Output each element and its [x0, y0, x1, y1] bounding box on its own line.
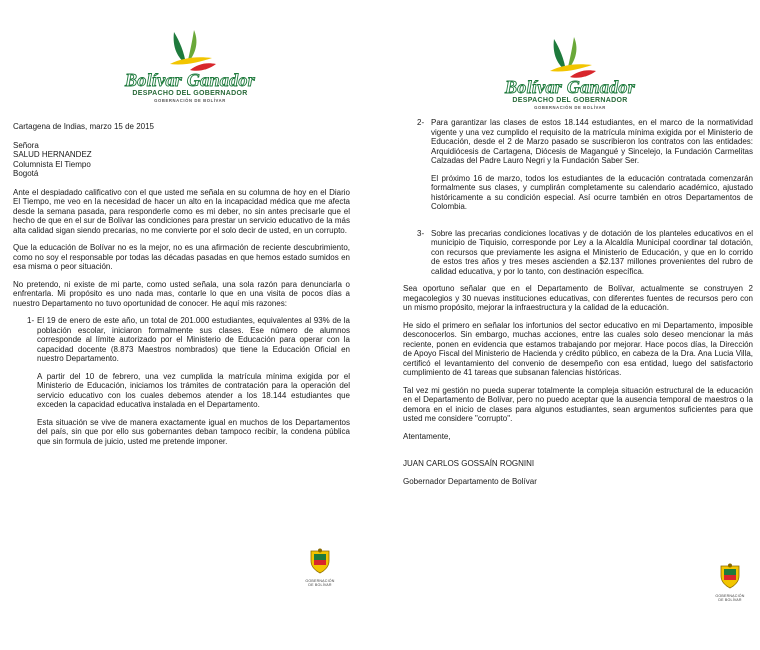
leaf-emblem-icon — [160, 28, 220, 74]
leaf-emblem-icon — [540, 35, 600, 81]
signer-name: JUAN CARLOS GOSSAÍN ROGNINI — [403, 459, 535, 468]
seal-caption: GOBERNACIÓN DE BOLÍVAR — [305, 579, 335, 587]
gobernacion-seal — [300, 548, 340, 592]
coat-of-arms-icon — [719, 563, 741, 589]
list-item-number: 3- — [417, 228, 425, 238]
bolivar-ganador-logo — [490, 35, 650, 125]
list-item-paragraph: El 19 de enero de este año, un total de 201.000 estudiantes, equivalentes al 93% de la población escolar, iniciaron formalmente sus clases. Ese número de alumnos corresponde al límite autorizado por el Ministerio de Educación para operar con la capacidad docente (8.873 Maestros nombrados) que tiene la Educación Oficial en nuestro Departamento. — [37, 316, 350, 363]
paragraph: He sido el primero en señalar los infortunios del sector educativo en mi Departamento, imposible desconocerlos. Sin embargo, muchas acciones, entre las cuales solo deseo mencionar la más reciente, ponen en evidencia que estamos trabajando por mejorar. Hace pocos días, la Dirección de Apoyo Fiscal del Ministerio de Hacienda y crédito público, en cabeza de la Dra. Ana Lucia Villa, certificó el levantamiento del convenio de desempeño con esa entidad, luego del satisfactorio cumplimiento de 41 tareas que subsanan falencias históricas. — [403, 320, 753, 377]
list-item — [403, 229, 753, 277]
recipient-city: Bogotá — [13, 169, 39, 178]
paragraph: Ante el despiadado calificativo con el que usted me señala en su columna de hoy en el Diario El Tiempo, me veo en la necesidad de hacer un alto en la incapacidad médica que me afecta desde la semana pasada, para responderle como es mi deber, no sin antes precisarle que el hecho de que en el sur de Bolívar las condiciones para prestar un servicio educativo de la más alta calidad sigan siendo precarias, no me convierte por el solo decir de usted, en un corrupto. — [13, 187, 350, 235]
list-item-paragraph: Para garantizar las clases de estos 18.144 estudiantes, en el marco de la normatividad vigente y una vez cumplido el requisito de la matrícula mínima exigida por el Ministerio de Educación, desde el 2 de Marzo pasado se suscribieron los contratos con las entidades: Arquidiócesis de Cartagena, Diócesis de Magangué y Sincelejo, la Fundación Carmelitas Calzadas del Padre Lauro Negri y la Fundación Saber Ser. — [431, 118, 753, 165]
list-item-number: 2- — [417, 118, 425, 127]
list-item-number: 1- — [27, 316, 35, 325]
list-item — [13, 316, 350, 446]
list-item-paragraph: El próximo 16 de marzo, todos los estudiantes de la educación contratada comenzarán formalmente sus clases, y cumplirán completamente su calendario académico, ajustado históricamente a su condición especial. Así ocurre también en otros Departamentos de Colombia. — [431, 173, 753, 211]
reasons-list — [13, 316, 350, 446]
logo-subtitle-small: GOBERNACIÓN DE BOLÍVAR — [534, 105, 606, 110]
list-item — [403, 118, 753, 212]
date-line: Cartagena de Indias, marzo 15 de 2015 — [13, 122, 154, 131]
paragraph: Tal vez mi gestión no pueda superar totalmente la compleja situación estructural de la educación en el Departamento de Bolívar, pero no puedo aceptar que la ausencia temporal de maestros o la demora en el inicio de clases para algunos estudiantes, sean argumentos suficientes para que usted me considere "corrupto". — [403, 385, 753, 423]
recipient-salutation: Señora — [13, 140, 39, 150]
recipient-role: Columnista El Tiempo — [13, 159, 91, 169]
paragraph: No pretendo, ni existe de mi parte, como usted señala, una sola razón para denunciarla o enfrentarla. Mi propósito es uno nada mas, contarle lo que en una visita de pocos días a nuestro Departamento no tuvo oportunidad de conocer. He aquí mis razones: — [13, 279, 350, 308]
letter-body-left — [13, 122, 350, 454]
reasons-list-continued — [403, 118, 753, 276]
list-item-paragraph: A partir del 10 de febrero, una vez cumplida la matrícula mínima exigida por el Ministerio de Educación, iniciamos los trámites de contratación para la operación del servicio educativo con los cuales debemos atender a los 18.144 estudiantes que exceden la capacidad educativa instalada en el Departamento. — [37, 371, 350, 409]
seal-caption: GOBERNACIÓN DE BOLÍVAR — [715, 594, 745, 602]
signer-title: Gobernador Departamento de Bolívar — [403, 476, 537, 486]
logo-title: Bolívar Ganador — [504, 77, 636, 97]
letter-body-right — [403, 118, 753, 494]
letter-page-1 — [0, 0, 370, 650]
paragraph: Sea oportuno señalar que en el Departamento de Bolívar, actualmente se construyen 2 megacolegios y 30 nuevas instituciones educativas, con diferentes fuentes de recursos pero con un mismo propósito, mejorar la infraestructura y la calidad de la educación. — [403, 284, 753, 312]
gobernacion-seal — [710, 563, 750, 607]
list-item-paragraph: Sobre las precarias condiciones locativas y de dotación de los planteles educativos en el municipio de Tiquisio, corresponde por Ley a la Alcaldía Municipal coordinar tal dotación, con recursos que previamente les asigna el Ministerio de Educación, y que en lo corrido de estos tres años y tres meses ascienden a $2.137 millones provenientes del rubro de calidad educativa, y por lo tanto, con destinación específica. — [431, 228, 753, 276]
logo-title: Bolívar Ganador — [124, 70, 256, 90]
closing: Atentamente, — [403, 431, 451, 441]
letter-page-2 — [390, 0, 760, 650]
coat-of-arms-icon — [309, 548, 331, 574]
recipient-name: SALUD HERNANDEZ — [13, 150, 92, 159]
logo-subtitle: DESPACHO DEL GOBERNADOR — [512, 97, 628, 104]
list-item-paragraph: Esta situación se vive de manera exactamente igual en muchos de los Departamentos del país, sin que por ello sus gobernantes deban tampoco recibir, la condena pública que sin formula de juicio, usted me pretende imponer. — [37, 417, 350, 446]
paragraph: Que la educación de Bolívar no es la mejor, no es una afirmación de reciente descubrimiento, como no soy el responsable por todas las décadas pasadas en que hemos estado sumidos en esa misma o peor situación. — [13, 243, 350, 271]
logo-subtitle: DESPACHO DEL GOBERNADOR — [132, 90, 248, 97]
bolivar-ganador-logo — [110, 28, 270, 118]
logo-subtitle-small: GOBERNACIÓN DE BOLÍVAR — [154, 98, 226, 103]
